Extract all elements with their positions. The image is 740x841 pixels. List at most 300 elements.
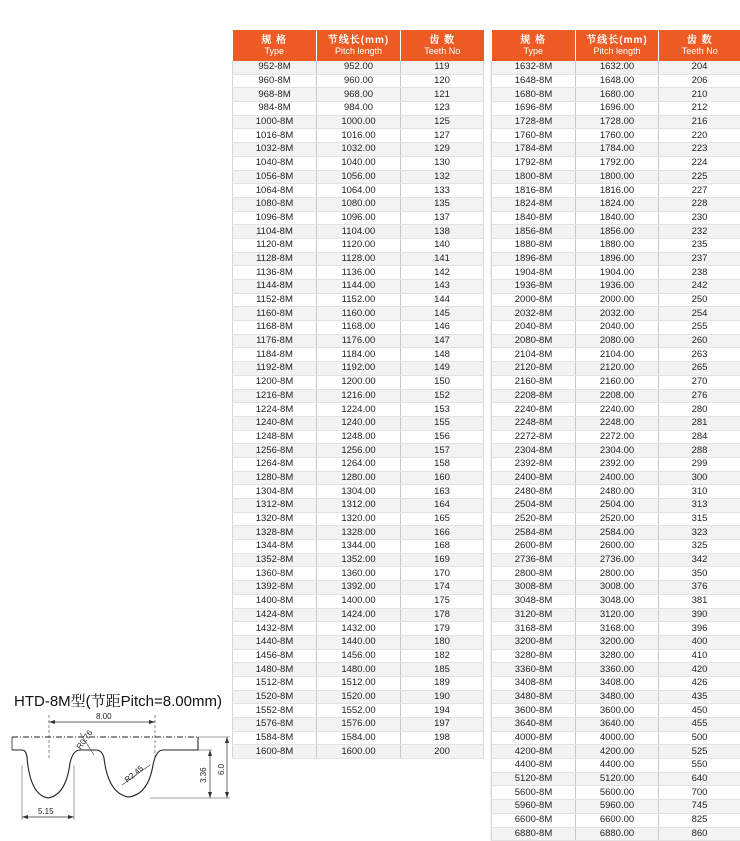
table-row — [233, 252, 484, 266]
table-row — [233, 594, 484, 608]
cell-spec: 2304-8M — [492, 444, 576, 458]
cell-pitch-length: 1440.00 — [317, 635, 401, 649]
cell-teeth: 260 — [659, 334, 740, 348]
cell-pitch-length: 3640.00 — [576, 718, 659, 732]
table-row — [233, 307, 484, 321]
cell-spec: 1312-8M — [233, 499, 317, 513]
table-row — [492, 211, 740, 225]
cell-teeth: 150 — [401, 375, 484, 389]
cell-spec: 2400-8M — [492, 471, 576, 485]
cell-teeth: 224 — [659, 156, 740, 170]
cell-spec: 2504-8M — [492, 499, 576, 513]
table-row — [492, 416, 740, 430]
cell-pitch-length: 5960.00 — [576, 800, 659, 814]
cell-spec: 3008-8M — [492, 581, 576, 595]
cell-pitch-length: 3600.00 — [576, 704, 659, 718]
table-row — [492, 663, 740, 677]
cell-spec: 1896-8M — [492, 252, 576, 266]
table-row — [233, 156, 484, 170]
table-row — [233, 115, 484, 129]
cell-pitch-length: 2504.00 — [576, 499, 659, 513]
cell-pitch-length: 1016.00 — [317, 129, 401, 143]
cell-teeth: 500 — [659, 731, 740, 745]
cell-spec: 2272-8M — [492, 430, 576, 444]
table-row — [492, 115, 740, 129]
table-row — [492, 540, 740, 554]
cell-teeth: 147 — [401, 334, 484, 348]
cell-spec: 3408-8M — [492, 676, 576, 690]
belt-spec-table-right — [491, 30, 740, 841]
cell-pitch-length: 2736.00 — [576, 553, 659, 567]
table-row — [492, 266, 740, 280]
cell-teeth: 280 — [659, 403, 740, 417]
table-row — [233, 403, 484, 417]
cell-pitch-length: 1344.00 — [317, 540, 401, 554]
cell-teeth: 165 — [401, 512, 484, 526]
cell-spec: 1136-8M — [233, 266, 317, 280]
table-row — [233, 225, 484, 239]
table-row — [492, 307, 740, 321]
table-row — [233, 430, 484, 444]
table-row — [233, 499, 484, 513]
cell-pitch-length: 3168.00 — [576, 622, 659, 636]
cell-spec: 2160-8M — [492, 375, 576, 389]
cell-spec: 984-8M — [233, 102, 317, 116]
cell-teeth: 550 — [659, 759, 740, 773]
belt-spec-table-left — [232, 30, 484, 759]
cell-spec: 3360-8M — [492, 663, 576, 677]
cell-spec: 1576-8M — [233, 718, 317, 732]
cell-teeth: 376 — [659, 581, 740, 595]
table-row — [233, 581, 484, 595]
cell-spec: 1256-8M — [233, 444, 317, 458]
cell-pitch-length: 4400.00 — [576, 759, 659, 773]
cell-teeth: 120 — [401, 74, 484, 88]
cell-teeth: 204 — [659, 61, 740, 74]
table-row — [233, 61, 484, 74]
cell-spec: 1792-8M — [492, 156, 576, 170]
cell-teeth: 228 — [659, 197, 740, 211]
cell-pitch-length: 2248.00 — [576, 416, 659, 430]
header-pitch-length: 节线长(mm) Pitch length — [317, 30, 401, 61]
cell-pitch-length: 1584.00 — [317, 731, 401, 745]
cell-pitch-length: 2104.00 — [576, 348, 659, 362]
cell-spec: 1056-8M — [233, 170, 317, 184]
cell-pitch-length: 2120.00 — [576, 362, 659, 376]
header-pitch-length: 节线长(mm) Pitch length — [576, 30, 659, 61]
cell-teeth: 270 — [659, 375, 740, 389]
table-row — [233, 102, 484, 116]
cell-spec: 1856-8M — [492, 225, 576, 239]
table-row — [233, 129, 484, 143]
table-row — [492, 457, 740, 471]
cell-pitch-length: 1456.00 — [317, 649, 401, 663]
cell-spec: 1512-8M — [233, 676, 317, 690]
cell-spec: 2800-8M — [492, 567, 576, 581]
table-row — [233, 457, 484, 471]
table-row — [492, 499, 740, 513]
table-row — [492, 827, 740, 841]
cell-teeth: 144 — [401, 293, 484, 307]
table-row — [233, 622, 484, 636]
cell-spec: 1080-8M — [233, 197, 317, 211]
cell-spec: 1216-8M — [233, 389, 317, 403]
table-row — [492, 526, 740, 540]
cell-spec: 1400-8M — [233, 594, 317, 608]
table-row — [233, 444, 484, 458]
table-row — [233, 389, 484, 403]
cell-teeth: 197 — [401, 718, 484, 732]
cell-pitch-length: 1352.00 — [317, 553, 401, 567]
cell-spec: 1128-8M — [233, 252, 317, 266]
cell-teeth: 135 — [401, 197, 484, 211]
cell-spec: 2584-8M — [492, 526, 576, 540]
cell-pitch-length: 4000.00 — [576, 731, 659, 745]
table-row — [233, 170, 484, 184]
cell-teeth: 265 — [659, 362, 740, 376]
header-teeth: 齿 数 Teeth No — [659, 30, 740, 61]
table-row — [492, 321, 740, 335]
cell-pitch-length: 1200.00 — [317, 375, 401, 389]
cell-teeth: 164 — [401, 499, 484, 513]
cell-pitch-length: 1784.00 — [576, 143, 659, 157]
cell-pitch-length: 1128.00 — [317, 252, 401, 266]
cell-teeth: 525 — [659, 745, 740, 759]
cell-teeth: 242 — [659, 280, 740, 294]
cell-teeth: 130 — [401, 156, 484, 170]
cell-spec: 1696-8M — [492, 102, 576, 116]
cell-spec: 1320-8M — [233, 512, 317, 526]
table-row — [492, 389, 740, 403]
cell-pitch-length: 1248.00 — [317, 430, 401, 444]
cell-pitch-length: 2160.00 — [576, 375, 659, 389]
cell-pitch-length: 1880.00 — [576, 238, 659, 252]
cell-pitch-length: 1680.00 — [576, 88, 659, 102]
table-row — [233, 676, 484, 690]
cell-spec: 5600-8M — [492, 786, 576, 800]
cell-teeth: 123 — [401, 102, 484, 116]
cell-teeth: 390 — [659, 608, 740, 622]
cell-teeth: 189 — [401, 676, 484, 690]
cell-spec: 1104-8M — [233, 225, 317, 239]
cell-pitch-length: 3408.00 — [576, 676, 659, 690]
cell-spec: 3480-8M — [492, 690, 576, 704]
cell-teeth: 250 — [659, 293, 740, 307]
cell-pitch-length: 3280.00 — [576, 649, 659, 663]
cell-teeth: 450 — [659, 704, 740, 718]
table-row — [233, 88, 484, 102]
cell-pitch-length: 952.00 — [317, 61, 401, 74]
cell-pitch-length: 1552.00 — [317, 704, 401, 718]
cell-spec: 1680-8M — [492, 88, 576, 102]
table-row — [492, 772, 740, 786]
cell-teeth: 313 — [659, 499, 740, 513]
cell-spec: 1144-8M — [233, 280, 317, 294]
cell-teeth: 235 — [659, 238, 740, 252]
table-row — [492, 238, 740, 252]
cell-pitch-length: 1648.00 — [576, 74, 659, 88]
cell-teeth: 145 — [401, 307, 484, 321]
cell-spec: 1040-8M — [233, 156, 317, 170]
tooth-width-label: 5.15 — [38, 807, 54, 816]
cell-pitch-length: 1816.00 — [576, 184, 659, 198]
radius-r1-label: R0.76 — [75, 728, 95, 751]
table-row — [492, 444, 740, 458]
table-row — [492, 280, 740, 294]
table-row — [233, 348, 484, 362]
cell-pitch-length: 1312.00 — [317, 499, 401, 513]
cell-pitch-length: 2000.00 — [576, 293, 659, 307]
table-row — [233, 731, 484, 745]
cell-spec: 1648-8M — [492, 74, 576, 88]
cell-pitch-length: 3480.00 — [576, 690, 659, 704]
cell-teeth: 263 — [659, 348, 740, 362]
cell-pitch-length: 2208.00 — [576, 389, 659, 403]
cell-pitch-length: 1480.00 — [317, 663, 401, 677]
cell-spec: 2040-8M — [492, 321, 576, 335]
table-row — [492, 156, 740, 170]
cell-pitch-length: 1696.00 — [576, 102, 659, 116]
profile-title: HTD-8M型(节距Pitch=8.00mm) — [14, 690, 222, 711]
table-row — [233, 321, 484, 335]
cell-pitch-length: 1280.00 — [317, 471, 401, 485]
table-row — [492, 334, 740, 348]
cell-teeth: 230 — [659, 211, 740, 225]
cell-pitch-length: 1104.00 — [317, 225, 401, 239]
cell-teeth: 190 — [401, 690, 484, 704]
cell-teeth: 381 — [659, 594, 740, 608]
cell-spec: 2120-8M — [492, 362, 576, 376]
cell-teeth: 396 — [659, 622, 740, 636]
cell-pitch-length: 1600.00 — [317, 745, 401, 759]
cell-pitch-length: 4200.00 — [576, 745, 659, 759]
cell-teeth: 140 — [401, 238, 484, 252]
cell-teeth: 223 — [659, 143, 740, 157]
table-row — [233, 143, 484, 157]
table-row — [492, 184, 740, 198]
cell-pitch-length: 2600.00 — [576, 540, 659, 554]
cell-teeth: 400 — [659, 635, 740, 649]
cell-teeth: 232 — [659, 225, 740, 239]
table-row — [233, 526, 484, 540]
cell-teeth: 170 — [401, 567, 484, 581]
total-height-label: 6.0 — [217, 763, 226, 775]
cell-teeth: 129 — [401, 143, 484, 157]
cell-spec: 1440-8M — [233, 635, 317, 649]
cell-teeth: 119 — [401, 61, 484, 74]
cell-teeth: 127 — [401, 129, 484, 143]
cell-spec: 4000-8M — [492, 731, 576, 745]
cell-spec: 2000-8M — [492, 293, 576, 307]
cell-spec: 2032-8M — [492, 307, 576, 321]
cell-spec: 3120-8M — [492, 608, 576, 622]
cell-pitch-length: 1800.00 — [576, 170, 659, 184]
table-row — [233, 184, 484, 198]
cell-spec: 1344-8M — [233, 540, 317, 554]
cell-teeth: 455 — [659, 718, 740, 732]
table-row — [233, 718, 484, 732]
table-row — [233, 266, 484, 280]
cell-teeth: 825 — [659, 813, 740, 827]
cell-pitch-length: 2800.00 — [576, 567, 659, 581]
table-row — [233, 485, 484, 499]
cell-pitch-length: 5600.00 — [576, 786, 659, 800]
table-row — [492, 61, 740, 74]
cell-teeth: 220 — [659, 129, 740, 143]
cell-pitch-length: 1096.00 — [317, 211, 401, 225]
cell-spec: 2520-8M — [492, 512, 576, 526]
table-row — [492, 718, 740, 732]
pitch-dimension-label: 8.00 — [96, 712, 112, 721]
table-row — [492, 293, 740, 307]
table-row — [233, 690, 484, 704]
cell-pitch-length: 1000.00 — [317, 115, 401, 129]
cell-teeth: 146 — [401, 321, 484, 335]
cell-spec: 1192-8M — [233, 362, 317, 376]
cell-teeth: 133 — [401, 184, 484, 198]
cell-pitch-length: 1840.00 — [576, 211, 659, 225]
cell-pitch-length: 2080.00 — [576, 334, 659, 348]
cell-teeth: 158 — [401, 457, 484, 471]
cell-teeth: 342 — [659, 553, 740, 567]
table-row — [492, 567, 740, 581]
header-spec: 规 格 Type — [492, 30, 576, 61]
cell-pitch-length: 1056.00 — [317, 170, 401, 184]
table-row — [233, 362, 484, 376]
cell-spec: 1096-8M — [233, 211, 317, 225]
cell-teeth: 175 — [401, 594, 484, 608]
cell-spec: 1120-8M — [233, 238, 317, 252]
table-row — [492, 143, 740, 157]
cell-teeth: 198 — [401, 731, 484, 745]
table-row — [233, 704, 484, 718]
header-teeth: 齿 数 Teeth No — [401, 30, 484, 61]
cell-spec: 1880-8M — [492, 238, 576, 252]
cell-teeth: 410 — [659, 649, 740, 663]
table-row — [233, 293, 484, 307]
cell-spec: 1304-8M — [233, 485, 317, 499]
table-row — [233, 375, 484, 389]
tooth-profile-diagram — [0, 705, 245, 830]
header-spec: 规 格 Type — [233, 30, 317, 61]
cell-pitch-length: 1184.00 — [317, 348, 401, 362]
table-row — [492, 129, 740, 143]
cell-teeth: 426 — [659, 676, 740, 690]
cell-teeth: 156 — [401, 430, 484, 444]
cell-pitch-length: 1168.00 — [317, 321, 401, 335]
table-row — [492, 676, 740, 690]
cell-pitch-length: 2400.00 — [576, 471, 659, 485]
cell-spec: 1600-8M — [233, 745, 317, 759]
tooth-height-label: 3.36 — [199, 767, 208, 783]
cell-teeth: 168 — [401, 540, 484, 554]
cell-teeth: 185 — [401, 663, 484, 677]
table-row — [233, 745, 484, 759]
cell-spec: 1728-8M — [492, 115, 576, 129]
cell-spec: 1480-8M — [233, 663, 317, 677]
cell-teeth: 148 — [401, 348, 484, 362]
cell-spec: 2240-8M — [492, 403, 576, 417]
cell-pitch-length: 1144.00 — [317, 280, 401, 294]
cell-pitch-length: 6880.00 — [576, 827, 659, 841]
cell-teeth: 254 — [659, 307, 740, 321]
cell-pitch-length: 1432.00 — [317, 622, 401, 636]
cell-pitch-length: 1040.00 — [317, 156, 401, 170]
table-header-row — [492, 30, 740, 61]
radius-r2-label: R2.45 — [123, 763, 146, 784]
cell-teeth: 315 — [659, 512, 740, 526]
table-row — [492, 88, 740, 102]
cell-teeth: 237 — [659, 252, 740, 266]
cell-teeth: 299 — [659, 457, 740, 471]
cell-spec: 1760-8M — [492, 129, 576, 143]
table-row — [492, 622, 740, 636]
cell-pitch-length: 1304.00 — [317, 485, 401, 499]
cell-spec: 1240-8M — [233, 416, 317, 430]
cell-pitch-length: 5120.00 — [576, 772, 659, 786]
table-row — [492, 786, 740, 800]
cell-pitch-length: 3200.00 — [576, 635, 659, 649]
cell-spec: 1432-8M — [233, 622, 317, 636]
cell-teeth: 640 — [659, 772, 740, 786]
table-row — [233, 567, 484, 581]
cell-pitch-length: 1032.00 — [317, 143, 401, 157]
cell-spec: 1360-8M — [233, 567, 317, 581]
cell-spec: 3640-8M — [492, 718, 576, 732]
table-row — [492, 102, 740, 116]
table-row — [492, 375, 740, 389]
cell-teeth: 300 — [659, 471, 740, 485]
table-row — [492, 553, 740, 567]
table-row — [492, 471, 740, 485]
cell-spec: 2104-8M — [492, 348, 576, 362]
cell-spec: 1184-8M — [233, 348, 317, 362]
cell-pitch-length: 1896.00 — [576, 252, 659, 266]
table-row — [233, 649, 484, 663]
table-row — [233, 74, 484, 88]
cell-teeth: 212 — [659, 102, 740, 116]
cell-teeth: 200 — [401, 745, 484, 759]
cell-pitch-length: 1256.00 — [317, 444, 401, 458]
table-row — [492, 225, 740, 239]
cell-pitch-length: 1136.00 — [317, 266, 401, 280]
cell-teeth: 350 — [659, 567, 740, 581]
cell-spec: 1224-8M — [233, 403, 317, 417]
table-row — [492, 649, 740, 663]
cell-pitch-length: 1224.00 — [317, 403, 401, 417]
cell-pitch-length: 1176.00 — [317, 334, 401, 348]
cell-pitch-length: 1424.00 — [317, 608, 401, 622]
cell-pitch-length: 1240.00 — [317, 416, 401, 430]
cell-teeth: 163 — [401, 485, 484, 499]
cell-spec: 2080-8M — [492, 334, 576, 348]
cell-pitch-length: 1152.00 — [317, 293, 401, 307]
table-row — [233, 553, 484, 567]
cell-pitch-length: 2520.00 — [576, 512, 659, 526]
table-row — [492, 170, 740, 184]
cell-spec: 1936-8M — [492, 280, 576, 294]
table-row — [492, 485, 740, 499]
cell-teeth: 281 — [659, 416, 740, 430]
cell-pitch-length: 1520.00 — [317, 690, 401, 704]
cell-pitch-length: 1360.00 — [317, 567, 401, 581]
cell-pitch-length: 2240.00 — [576, 403, 659, 417]
table-row — [233, 608, 484, 622]
cell-spec: 4200-8M — [492, 745, 576, 759]
table-row — [492, 74, 740, 88]
cell-teeth: 276 — [659, 389, 740, 403]
cell-teeth: 179 — [401, 622, 484, 636]
